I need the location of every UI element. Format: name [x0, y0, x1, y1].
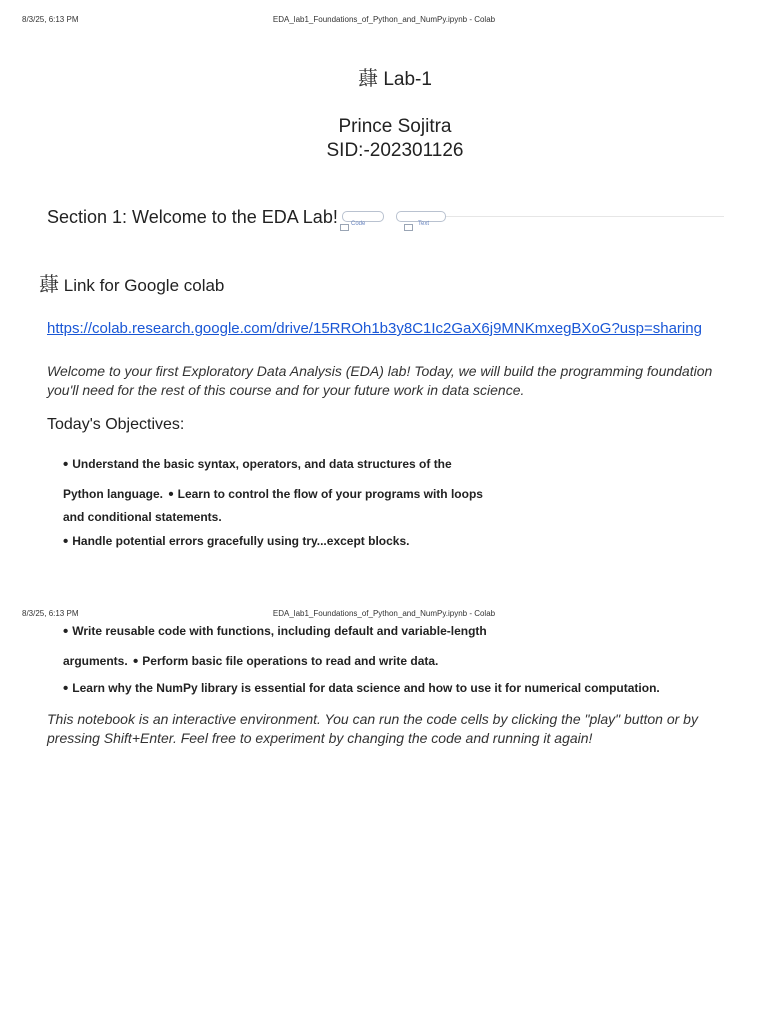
objective-line-6: arguments. • Perform basic file operations to read and write data. — [63, 653, 439, 670]
bullet-icon: • — [168, 486, 174, 503]
colab-link-heading — [39, 268, 224, 297]
colab-heading-text: Link for Google colab — [63, 276, 225, 295]
bullet-icon: • — [63, 680, 69, 697]
print-header-datetime: 8/3/25, 6:13 PM — [22, 15, 79, 24]
print-header-doc-title-page-2: EDA_lab1_Foundations_of_Python_and_NumPy.ipynb - Colab — [272, 609, 496, 618]
bullet-icon: • — [63, 456, 69, 473]
cell-toolbar — [336, 209, 726, 239]
objective-line-5: • Write reusable code with functions, including default and variable-length — [63, 623, 487, 640]
colab-url-link[interactable]: https://colab.research.google.com/drive/15RROh1b3y8C1Ic2GaX6j9MNKmxegBXoG?usp=sharing — [47, 320, 702, 337]
code-checkbox-icon — [340, 224, 349, 231]
objective-line-7: • Learn why the NumPy library is essential for data science and how to use it for numerical computation. — [63, 680, 660, 697]
print-header-doc-title: EDA_lab1_Foundations_of_Python_and_NumPy.ipynb - Colab — [272, 15, 496, 24]
code-cell-label: Code — [351, 221, 366, 227]
notebook-title — [0, 62, 768, 91]
intro-paragraph: Welcome to your first Exploratory Data Analysis (EDA) lab! Today, we will build the programming foundation you'll need for the rest of this course and for your future work in data science. — [47, 363, 713, 398]
objective-line-4: • Handle potential errors gracefully using try...except blocks. — [63, 533, 410, 550]
author-name: Prince Sojitra — [338, 116, 452, 137]
text-cell-label: Text — [418, 221, 430, 227]
cell-toolbar-divider — [446, 216, 724, 217]
objectives-heading: Today's Objectives: — [47, 416, 185, 433]
notebook-title-text: Lab-1 — [383, 69, 432, 90]
bullet-icon: • — [63, 533, 69, 550]
bullet-icon: • — [63, 623, 69, 640]
bullet-icon: • — [133, 653, 139, 670]
text-checkbox-icon — [404, 224, 413, 231]
objective-line-1: • Understand the basic syntax, operators, and data structures of the — [63, 456, 452, 473]
section-1-heading: Section 1: Welcome to the EDA Lab! — [47, 207, 338, 227]
print-header-datetime-page-2: 8/3/25, 6:13 PM — [22, 609, 79, 618]
author-sid: SID:-202301126 — [326, 140, 464, 161]
colab-heading-glyph: 蕼 — [39, 272, 59, 296]
objective-line-3: and conditional statements. — [63, 510, 222, 524]
notebook-title-glyph: 蕼 — [358, 66, 379, 90]
closing-paragraph: This notebook is an interactive environment. You can run the code cells by clicking the "play" button or by pressing Shift+Enter. Feel free to experiment by changing the code and running it again! — [47, 711, 698, 746]
objective-line-2: Python language. • Learn to control the flow of your programs with loops — [63, 486, 483, 503]
